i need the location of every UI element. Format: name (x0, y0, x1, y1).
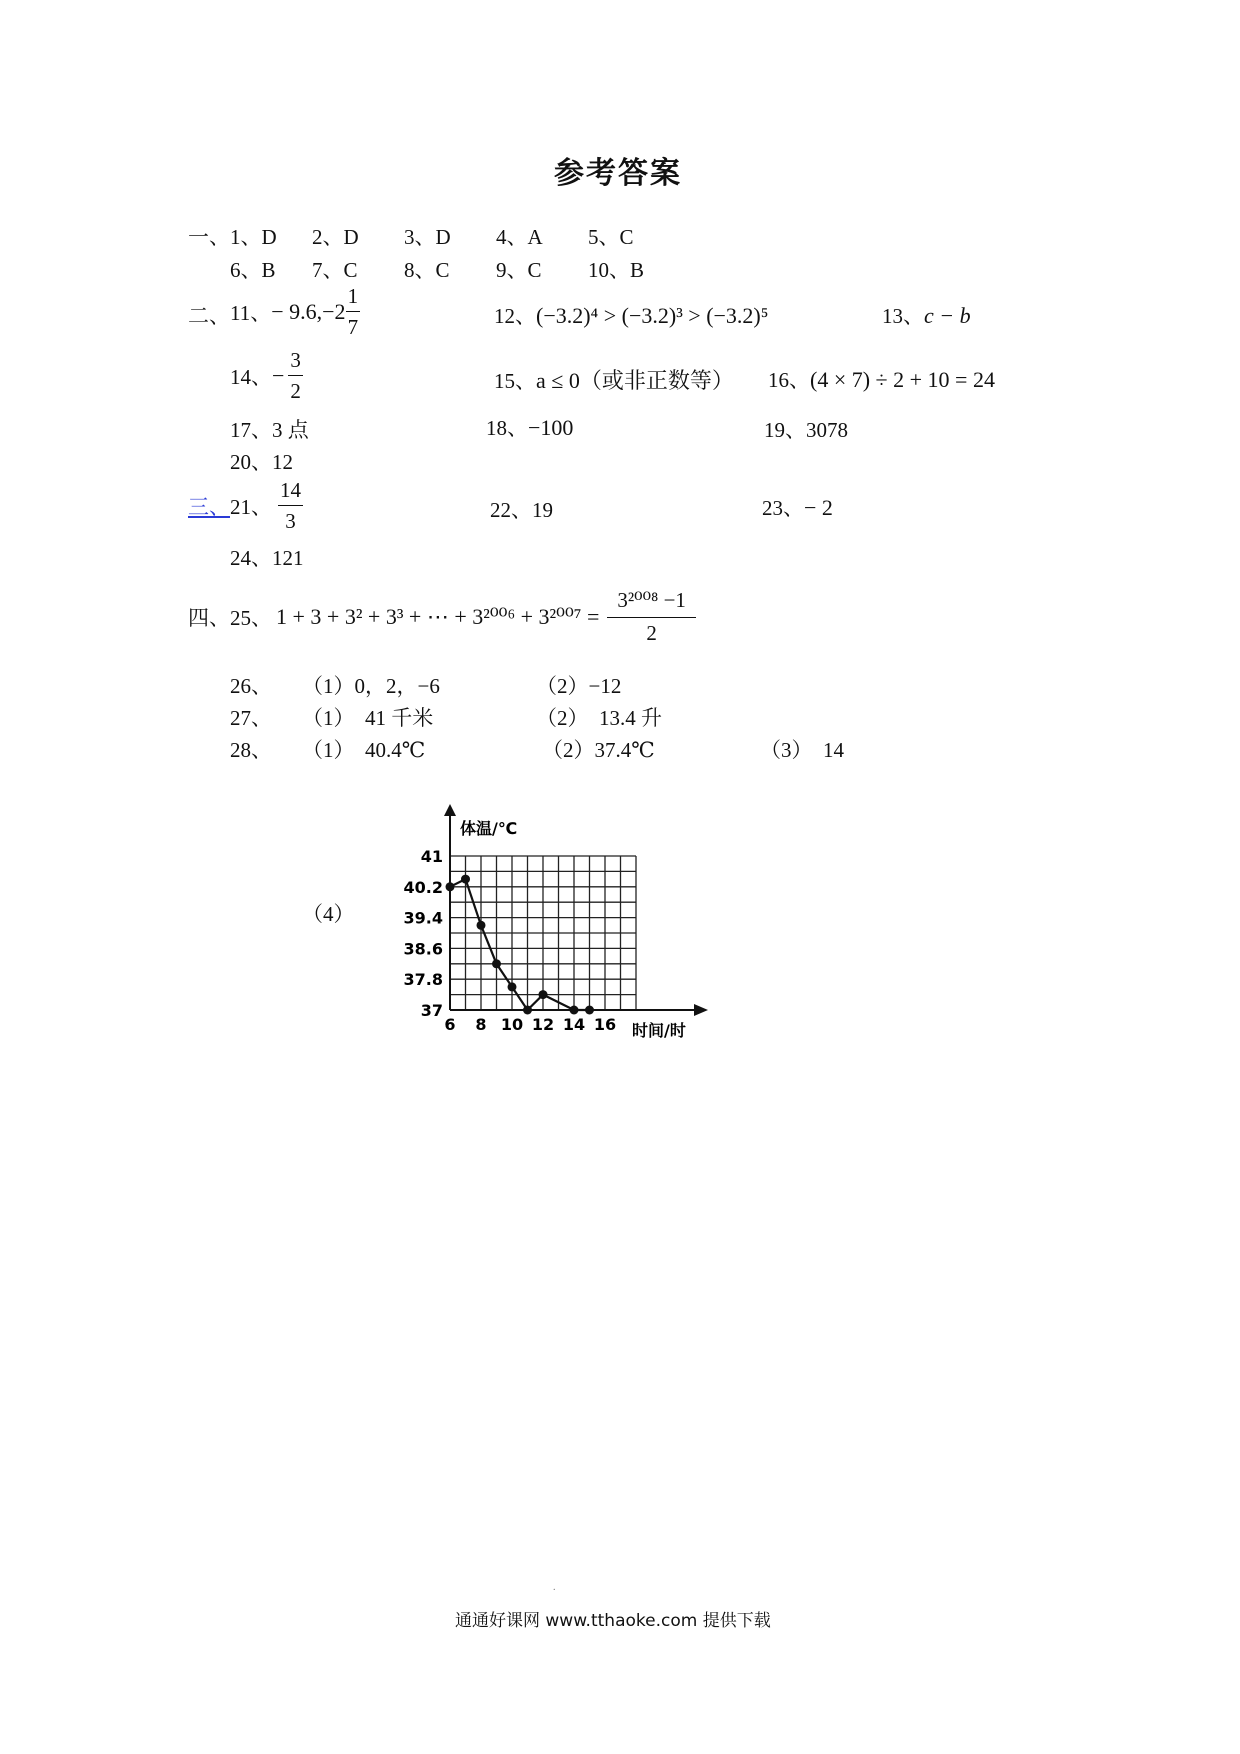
temperature-point (492, 959, 501, 968)
answer-5: 5、C (588, 225, 634, 249)
temperature-point (570, 1006, 579, 1015)
y-tick-label: 37.8 (403, 970, 443, 990)
answer-10: 10、B (588, 258, 645, 282)
answer-16-number: 16、 (768, 368, 810, 392)
answer-13 (882, 300, 971, 330)
answer-25 (188, 590, 696, 644)
temperature-chart (392, 800, 742, 1058)
answer-11 (230, 286, 360, 338)
temperature-point (539, 990, 548, 999)
fraction-numerator: 14 (278, 480, 303, 506)
y-tick-label: 38.6 (403, 939, 443, 959)
answer-7: 7、C (312, 258, 358, 282)
answer-21-number: 21、 (230, 495, 272, 519)
answer-27-number: 27、 (230, 706, 272, 730)
answer-28-number: 28、 (230, 738, 272, 762)
answer-26-number: 26、 (230, 674, 272, 698)
y-tick-label: 41 (420, 847, 443, 866)
chart-y-axis-label: 体温/℃ (460, 819, 518, 838)
answer-23-number: 23、 (762, 496, 804, 520)
temperature-point (523, 1006, 532, 1015)
section-2-label: 二、 (188, 304, 230, 328)
y-tick-label: 39.4 (403, 908, 443, 928)
chart-grid (450, 856, 636, 1010)
fraction-denominator: 2 (290, 379, 301, 403)
page-title: 参考答案 (554, 156, 682, 191)
answer-25-number: 25、 (230, 606, 272, 630)
temperature-line (450, 879, 590, 1010)
answer-12 (494, 300, 768, 330)
answer-25-fraction (607, 590, 696, 644)
fraction-numerator: 1 (346, 286, 361, 312)
answer-3: 3、D (404, 225, 451, 249)
answer-12-number: 12、 (494, 304, 536, 328)
answer-14 (230, 350, 303, 402)
x-tick-label: 12 (531, 1015, 555, 1034)
temperature-point (508, 982, 517, 991)
answer-19: 19、3078 (764, 418, 848, 442)
answer-25-lhs: 1 + 3 + 3² + 3³ + ⋯ + 3²⁰⁰⁶ + 3²⁰⁰⁷ = (276, 604, 600, 629)
chart-x-axis-label: 时间/时 (632, 1021, 686, 1040)
x-tick-label: 8 (475, 1015, 487, 1034)
answer-28-part3: （3） 14 (760, 738, 844, 762)
temperature-point (461, 875, 470, 884)
answer-4: 4、A (496, 225, 543, 249)
answer-15-expr: a ≤ 0（或非正数等） (536, 368, 734, 393)
answer-21-fraction (278, 480, 303, 532)
answer-6: 6、B (230, 258, 276, 282)
chart-tick-labels (404, 847, 617, 1034)
answer-22: 22、19 (490, 498, 553, 522)
answer-16-expr: (4 × 7) ÷ 2 + 10 = 24 (810, 367, 995, 392)
answer-16 (768, 364, 995, 394)
answer-23 (762, 492, 833, 522)
answer-18 (486, 412, 573, 442)
answer-11-fraction (346, 286, 361, 338)
temperature-point (446, 882, 455, 891)
x-axis-arrow (694, 1004, 708, 1016)
answer-23-expr: − 2 (804, 495, 833, 520)
answer-2: 2、D (312, 225, 359, 249)
section-1-label: 一、 (188, 225, 230, 249)
answer-27-part2: （2） 13.4 升 (536, 706, 662, 730)
chart-series (446, 875, 595, 1015)
answer-21 (188, 480, 303, 532)
y-tick-label: 40.2 (403, 877, 443, 897)
fraction-numerator: 3²⁰⁰⁸ −1 (607, 590, 696, 618)
temperature-point (585, 1006, 594, 1015)
x-tick-label: 6 (444, 1015, 456, 1034)
x-tick-label: 16 (593, 1015, 617, 1034)
section-4-label: 四、 (188, 606, 230, 630)
answer-17: 17、3 点 (230, 418, 309, 442)
answer-26-part1: （1）0，2，−6 (302, 674, 440, 698)
page-dot: . (553, 1582, 556, 1593)
answer-28-part1: （1） 40.4℃ (302, 738, 426, 762)
answer-13-expr: c − b (924, 303, 971, 328)
answer-18-expr: −100 (528, 415, 574, 440)
answer-12-expr: (−3.2)⁴ > (−3.2)³ > (−3.2)⁵ (536, 303, 769, 328)
answer-28-part4-label: （4） (302, 902, 355, 926)
answer-15-number: 15、 (494, 369, 536, 393)
fraction-denominator: 7 (347, 315, 359, 339)
answer-20: 20、12 (230, 450, 293, 474)
answer-13-number: 13、 (882, 304, 924, 328)
x-tick-label: 10 (500, 1015, 524, 1034)
answer-14-fraction (288, 350, 303, 402)
answer-28-part2: （2）37.4℃ (542, 738, 655, 762)
footer-credit: 通通好课网 www.tthaoke.com 提供下载 (455, 1611, 771, 1631)
answer-24: 24、121 (230, 546, 304, 570)
answer-15 (494, 364, 734, 395)
section-3-label[interactable]: 三、 (188, 495, 230, 519)
fraction-denominator: 2 (646, 621, 657, 645)
answer-1: 1、D (230, 225, 277, 249)
x-tick-label: 14 (562, 1015, 586, 1034)
answer-18-number: 18、 (486, 416, 528, 440)
temperature-point (477, 921, 486, 930)
answer-9: 9、C (496, 258, 542, 282)
y-tick-label: 37 (420, 1001, 443, 1020)
fraction-denominator: 3 (285, 509, 296, 533)
answer-11-number: 11、 (230, 301, 272, 325)
answer-11-expr: − 9.6,−2 (271, 299, 346, 324)
fraction-numerator: 3 (288, 350, 303, 376)
answer-26-part2: （2）−12 (536, 674, 622, 698)
answer-8: 8、C (404, 258, 450, 282)
y-axis-arrow (444, 804, 456, 816)
answer-14-sign: − (272, 363, 285, 388)
answer-27-part1: （1） 41 千米 (302, 706, 434, 730)
answer-14-number: 14、 (230, 365, 272, 389)
